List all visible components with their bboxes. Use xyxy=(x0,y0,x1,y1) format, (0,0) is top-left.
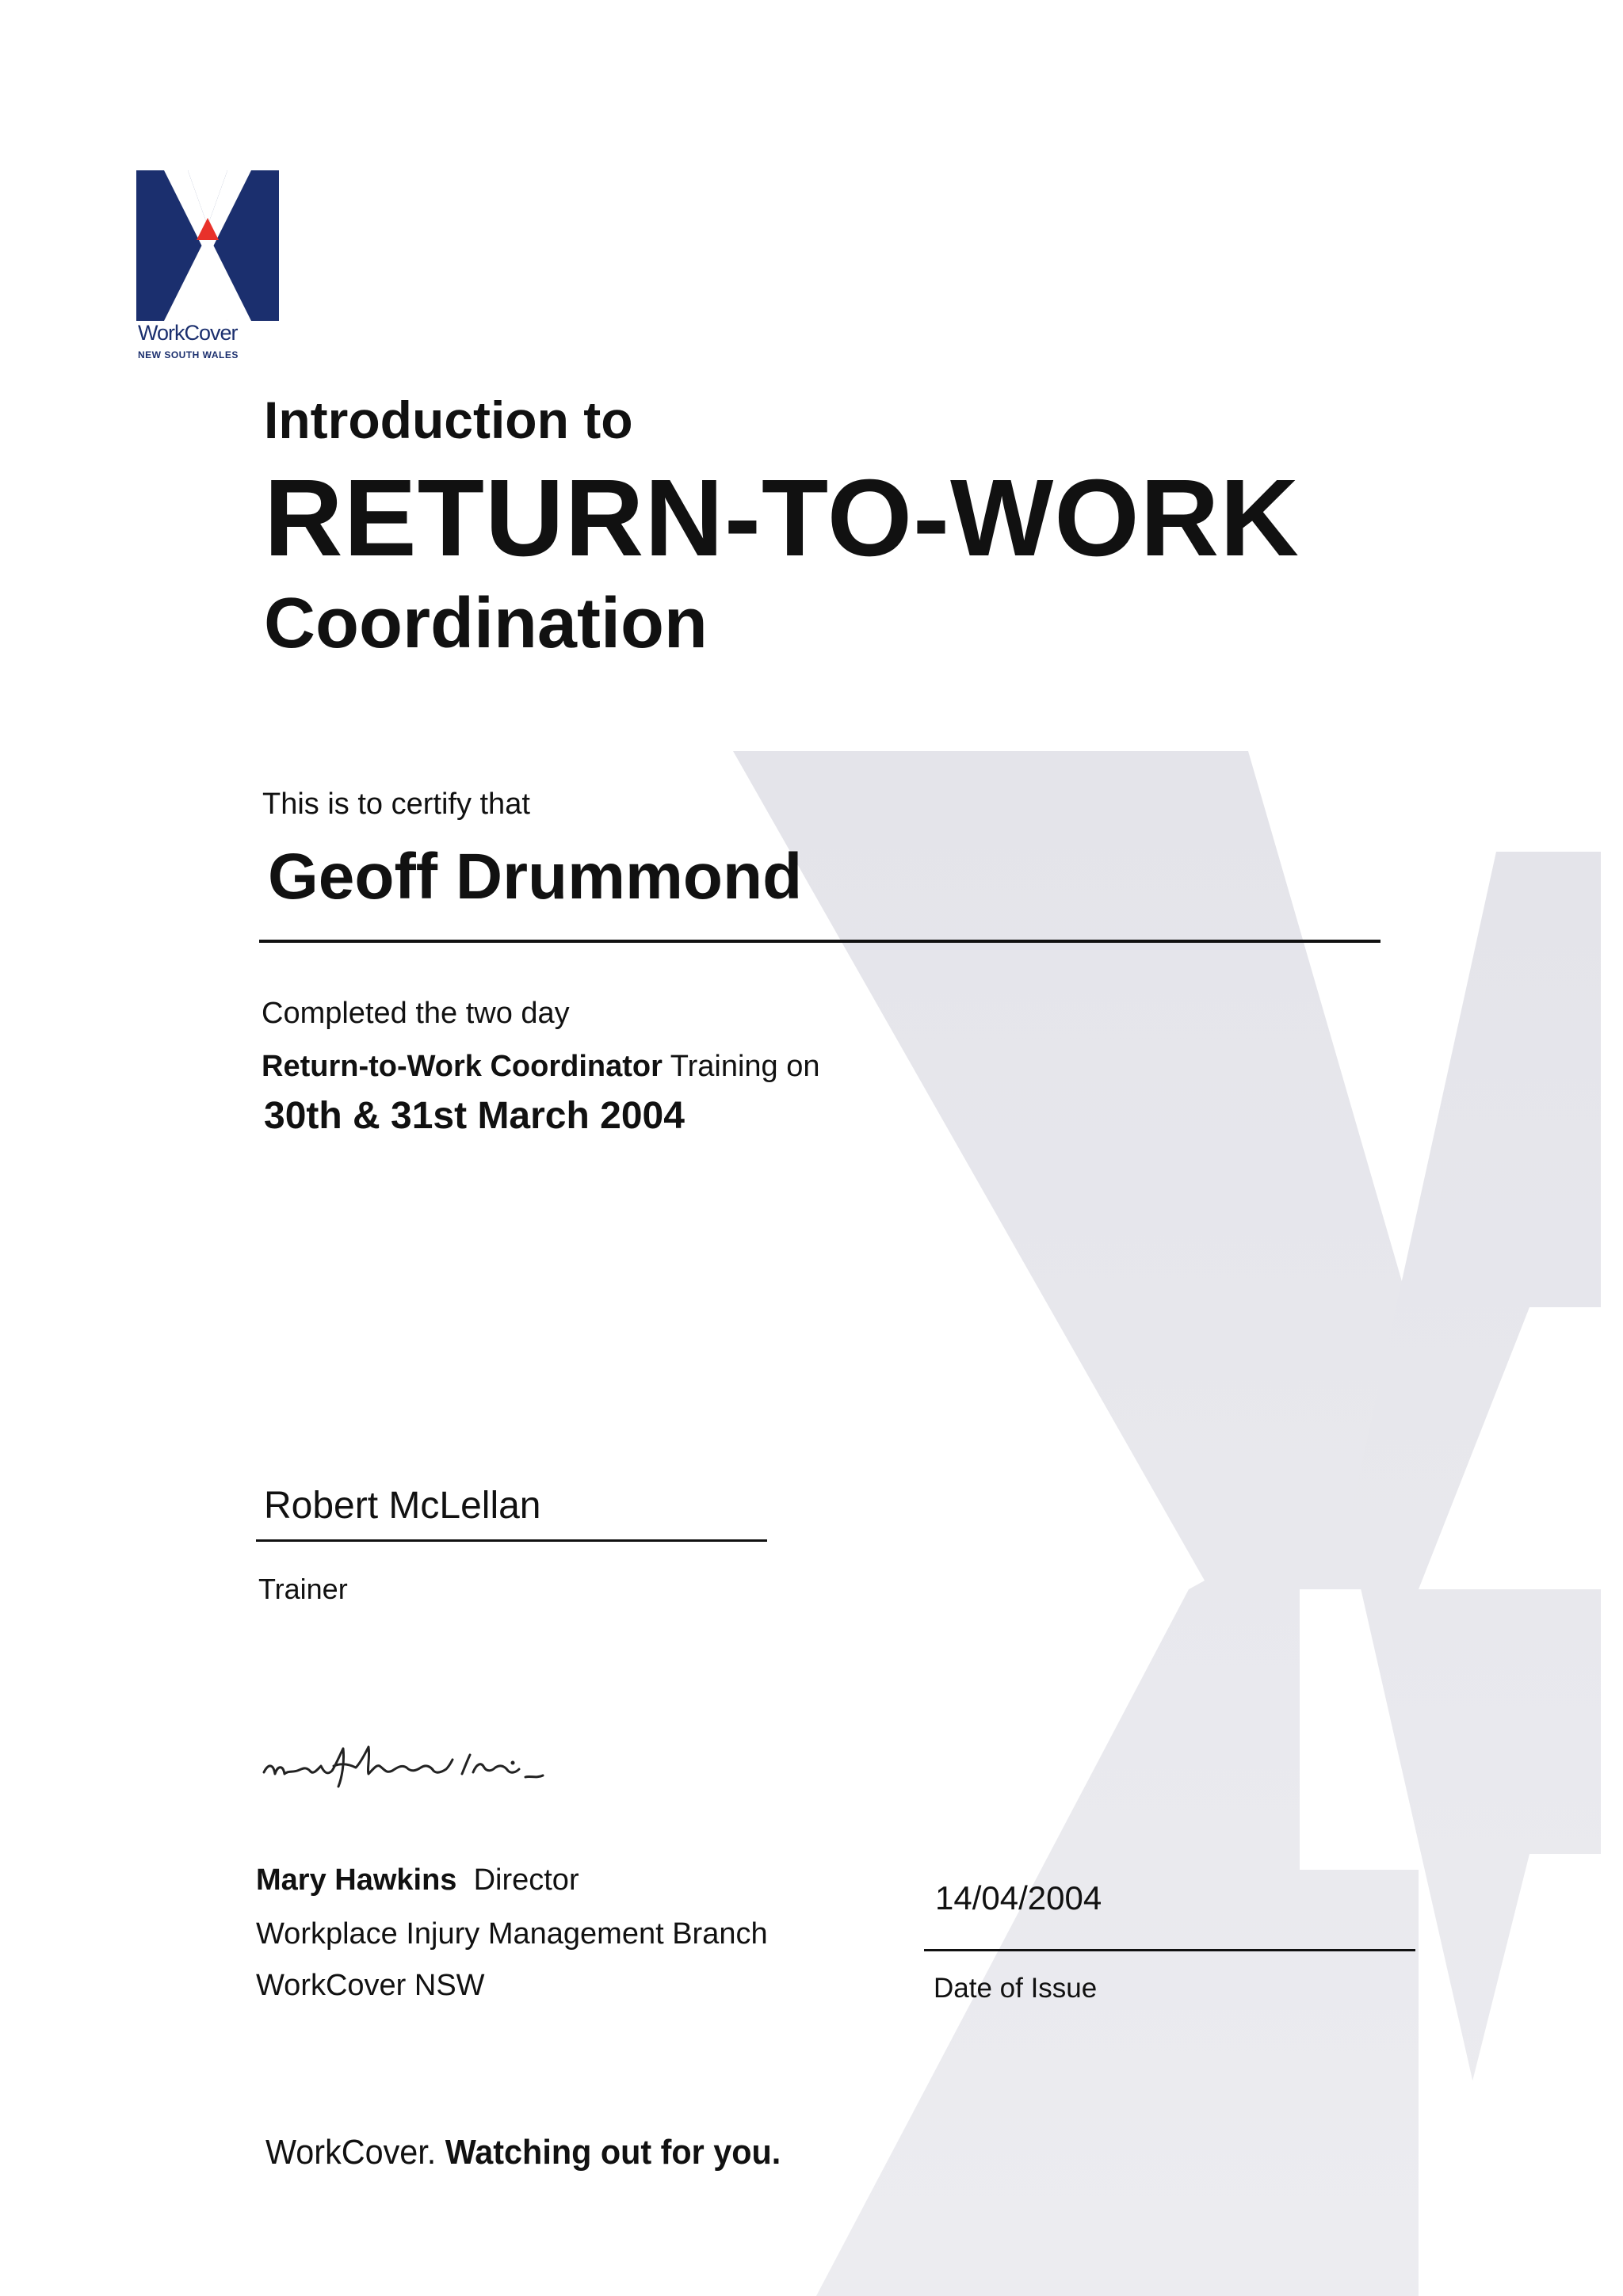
trainer-underline xyxy=(256,1539,767,1542)
director-branch: Workplace Injury Management Branch xyxy=(256,1917,768,1951)
title-intro: Introduction to xyxy=(264,391,633,449)
completion-text: Completed the two day xyxy=(262,997,570,1030)
issue-date-label: Date of Issue xyxy=(934,1973,1098,2004)
director-line xyxy=(256,1863,579,1897)
trainer-name: Robert McLellan xyxy=(264,1485,541,1527)
course-line xyxy=(262,1050,820,1084)
issue-date-underline xyxy=(924,1949,1415,1951)
logo-subtitle: NEW SOUTH WALES xyxy=(138,349,239,360)
recipient-underline xyxy=(259,940,1381,943)
course-name: Return-to-Work Coordinator xyxy=(262,1050,663,1083)
title-sub: Coordination xyxy=(264,584,708,663)
logo-wordmark: WorkCover xyxy=(138,321,238,345)
director-name: Mary Hawkins xyxy=(256,1863,457,1897)
issue-date: 14/04/2004 xyxy=(935,1879,1102,1917)
title-main: RETURN-TO-WORK xyxy=(264,457,1300,579)
director-signature xyxy=(258,1731,670,1802)
slogan xyxy=(265,2133,781,2172)
course-tail: Training on xyxy=(662,1050,820,1083)
director-title: Director xyxy=(473,1863,579,1897)
workcover-logo xyxy=(136,170,287,368)
certify-text: This is to certify that xyxy=(262,788,530,821)
trainer-label: Trainer xyxy=(258,1573,348,1605)
workcover-emblem-icon xyxy=(136,170,279,321)
director-agency: WorkCover NSW xyxy=(256,1969,485,2002)
slogan-lead: WorkCover. xyxy=(265,2133,437,2172)
slogan-tail: Watching out for you. xyxy=(436,2133,781,2172)
training-dates: 30th & 31st March 2004 xyxy=(264,1095,685,1137)
recipient-name: Geoff Drummond xyxy=(268,841,803,913)
